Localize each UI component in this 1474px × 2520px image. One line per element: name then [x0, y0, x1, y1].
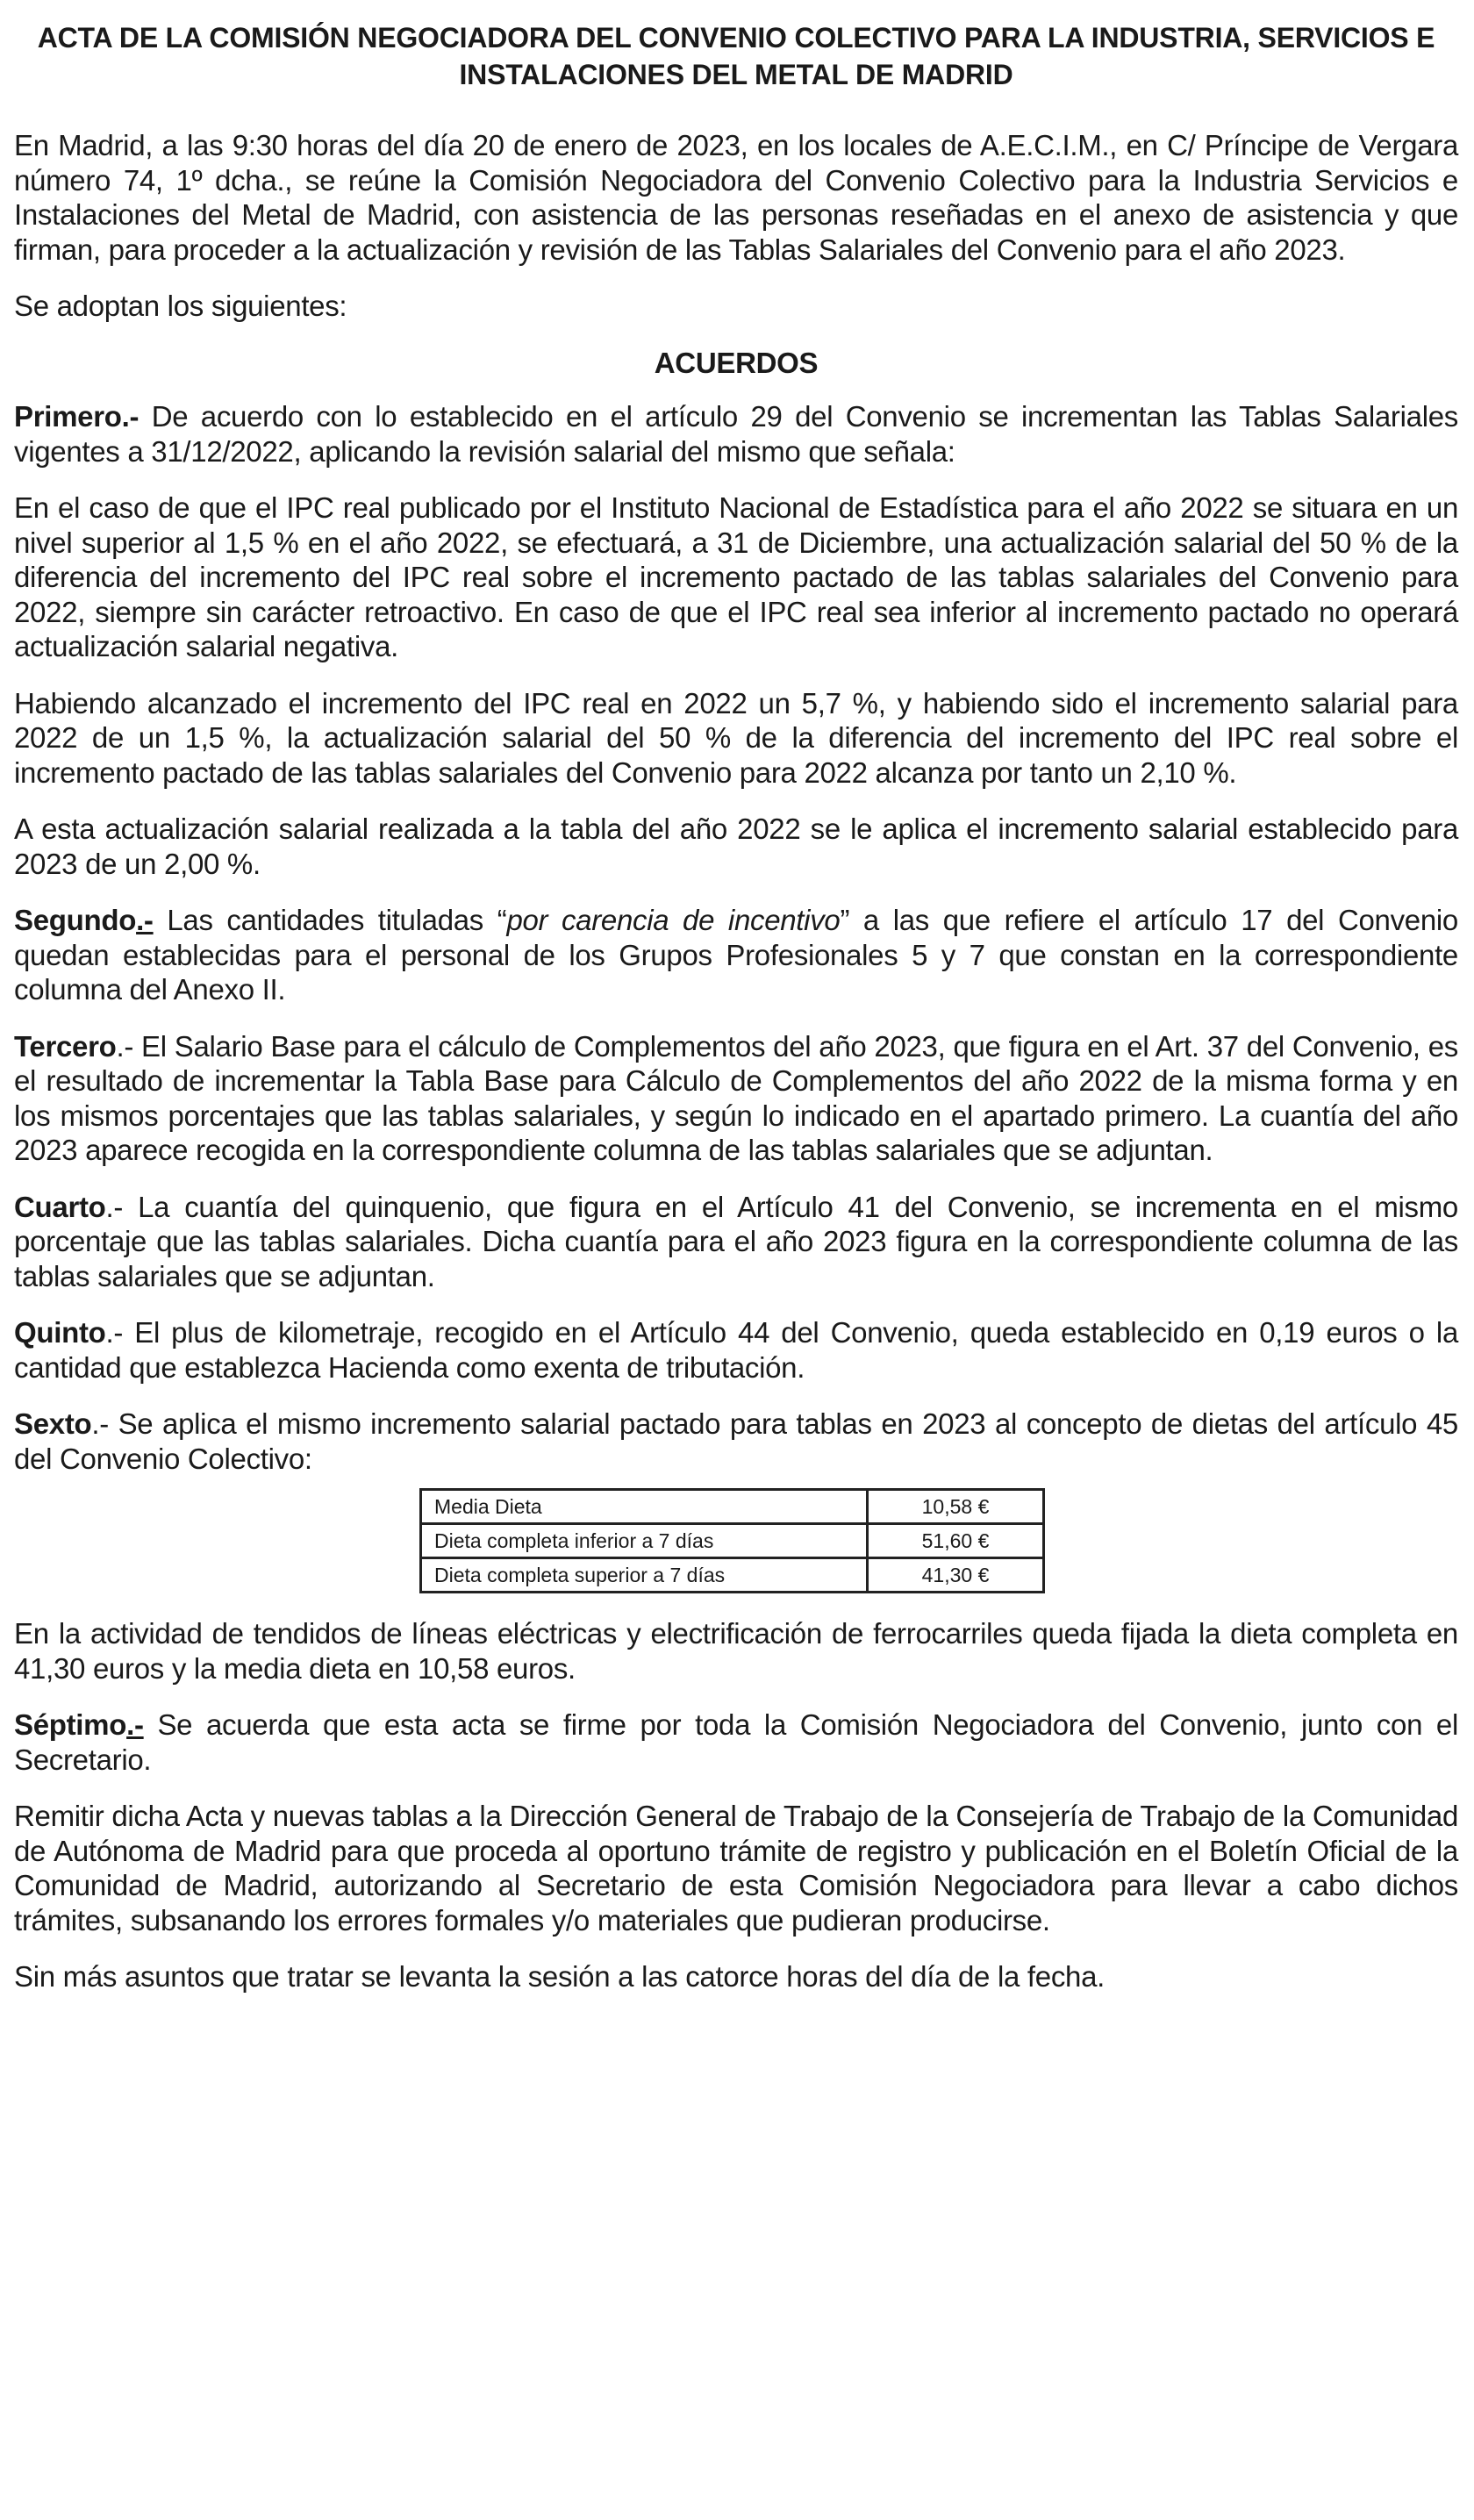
cuarto-label: Cuarto	[14, 1190, 106, 1223]
segundo-label: Segundo	[14, 904, 137, 936]
tercero-paragraph	[14, 1029, 1458, 1168]
septimo-label: Séptimo	[14, 1708, 127, 1741]
dieta-concept: Dieta completa inferior a 7 días	[421, 1524, 868, 1558]
dieta-amount: 10,58 €	[868, 1490, 1044, 1524]
sexto-paragraph	[14, 1407, 1458, 1476]
dietas-table	[419, 1488, 1045, 1593]
cuarto-paragraph	[14, 1190, 1458, 1294]
final-paragraph: Sin más asuntos que tratar se levanta la sesión a las catorce horas del día de la fecha.	[14, 1960, 1106, 1993]
dieta-concept: Media Dieta	[421, 1490, 868, 1524]
dieta-amount: 51,60 €	[868, 1524, 1044, 1558]
quinto-paragraph	[14, 1315, 1458, 1385]
adopt-paragraph: Se adoptan los siguientes:	[14, 290, 347, 322]
primero-text: De acuerdo con lo establecido en el artículo 29 del Convenio se incrementan las Tablas Salariales vigentes a 31/12/2022, aplicando la revisión salarial del mismo que señala:	[14, 400, 1458, 468]
tercero-text: .- El Salario Base para el cálculo de Complementos del año 2023, que figura en el Art. 37 del Convenio, es el resultado de incrementar la Tabla Base para Cálculo de Complementos del año 2022 de la misma forma y en los mismos porcentajes que las tablas salariales, y según lo indicado en el apartado primero. La cuantía del año 2023 aparece recogida en la correspondiente columna de las tablas salariales que se adjuntan.	[14, 1029, 1458, 1166]
tercero-label: Tercero	[14, 1029, 117, 1063]
septimo-suffix: .-	[126, 1708, 144, 1741]
primero-label: Primero.-	[14, 400, 140, 433]
dieta-amount: 41,30 €	[868, 1558, 1044, 1593]
septimo-paragraph	[14, 1707, 1458, 1777]
quinto-label: Quinto	[14, 1316, 106, 1349]
document-title: ACTA DE LA COMISIÓN NEGOCIADORA DEL CONVENIO COLECTIVO PARA LA INDUSTRIA, SERVICIOS E INSTALACIONES DEL METAL DE MADRID	[37, 22, 1435, 90]
agreements-heading: ACUERDOS	[654, 346, 819, 379]
intro-paragraph: En Madrid, a las 9:30 horas del día 20 de enero de 2023, en los locales de A.E.C.I.M., en C/ Príncipe de Vergara número 74, 1º dcha., se reúne la Comisión Negociadora del Convenio Colectivo para la Industria Servicios e Instalaciones del Metal de Madrid, con asistencia de las personas reseñadas en el anexo de asistencia y que firman, para proceder a la actualización y revisión de las Tablas Salariales del Convenio para el año 2023.	[14, 129, 1458, 266]
remitir-paragraph: Remitir dicha Acta y nuevas tablas a la Dirección General de Trabajo de la Consejería de Trabajo de la Comunidad de Autónoma de Madrid para que proceda al oportuno trámite de registro y publicación en el Boletín Oficial de la Comunidad de Madrid, autorizando al Secretario de esta Comisión Negociadora para llevar a cabo dichos trámites, subsanando los errores formales y/o materiales que pudieran producirse.	[14, 1800, 1458, 1937]
tendidos-paragraph: En la actividad de tendidos de líneas eléctricas y electrificación de ferrocarriles queda fijada la dieta completa en 41,30 euros y la media dieta en 10,58 euros.	[14, 1617, 1458, 1685]
a-esta-paragraph: A esta actualización salarial realizada a la tabla del año 2022 se le aplica el incremento salarial establecido para 2023 de un 2,00 %.	[14, 813, 1458, 880]
segundo-paragraph	[14, 903, 1458, 1007]
ipc-paragraph: En el caso de que el IPC real publicado por el Instituto Nacional de Estadística para el año 2022 se situara en un nivel superior al 1,5 % en el año 2022, se efectuará, a 31 de Diciembre, una actualización salarial del 50 % de la diferencia del incremento del IPC real sobre el incremento pactado de las tablas salariales del Convenio para 2022, siempre sin carácter retroactivo. En caso de que el IPC real sea inferior al incremento pactado no operará actualización salarial negativa.	[14, 491, 1458, 662]
segundo-suffix: .-	[136, 904, 154, 936]
table-row	[421, 1490, 1044, 1524]
segundo-before: Las cantidades tituladas “	[153, 904, 507, 936]
quinto-text: .- El plus de kilometraje, recogido en el Artículo 44 del Convenio, queda establecido en 0,19 euros o la cantidad que establezca Hacienda como exenta de tributación.	[14, 1316, 1458, 1384]
sexto-text: .- Se aplica el mismo incremento salarial pactado para tablas en 2023 al concepto de dietas del artículo 45 del Convenio Colectivo:	[14, 1407, 1458, 1475]
dieta-concept: Dieta completa superior a 7 días	[421, 1558, 868, 1593]
septimo-text: Se acuerda que esta acta se firme por toda la Comisión Negociadora del Convenio, junto con el Secretario.	[14, 1708, 1458, 1776]
segundo-after: ” a las que refiere el artículo 17 del Convenio quedan establecidas para el personal de los Grupos Profesionales 5 y 7 que constan en la correspondiente columna del Anexo II.	[14, 904, 1458, 1006]
segundo-italic: por carencia de incentivo	[506, 904, 841, 936]
primero-paragraph	[14, 399, 1458, 469]
sexto-label: Sexto	[14, 1407, 92, 1440]
habiendo-paragraph: Habiendo alcanzado el incremento del IPC real en 2022 un 5,7 %, y habiendo sido el incremento salarial para 2022 de un 1,5 %, la actualización salarial del 50 % de la diferencia del incremento del IPC real sobre el incremento pactado de las tablas salariales del Convenio para 2022 alcanza por tanto un 2,10 %.	[14, 686, 1458, 789]
cuarto-text: .- La cuantía del quinquenio, que figura en el Artículo 41 del Convenio, se incrementa en el mismo porcentaje que las tablas salariales. Dicha cuantía para el año 2023 figura en la correspondiente columna de las tablas salariales que se adjuntan.	[14, 1190, 1458, 1292]
table-row	[421, 1524, 1044, 1558]
table-row	[421, 1558, 1044, 1593]
